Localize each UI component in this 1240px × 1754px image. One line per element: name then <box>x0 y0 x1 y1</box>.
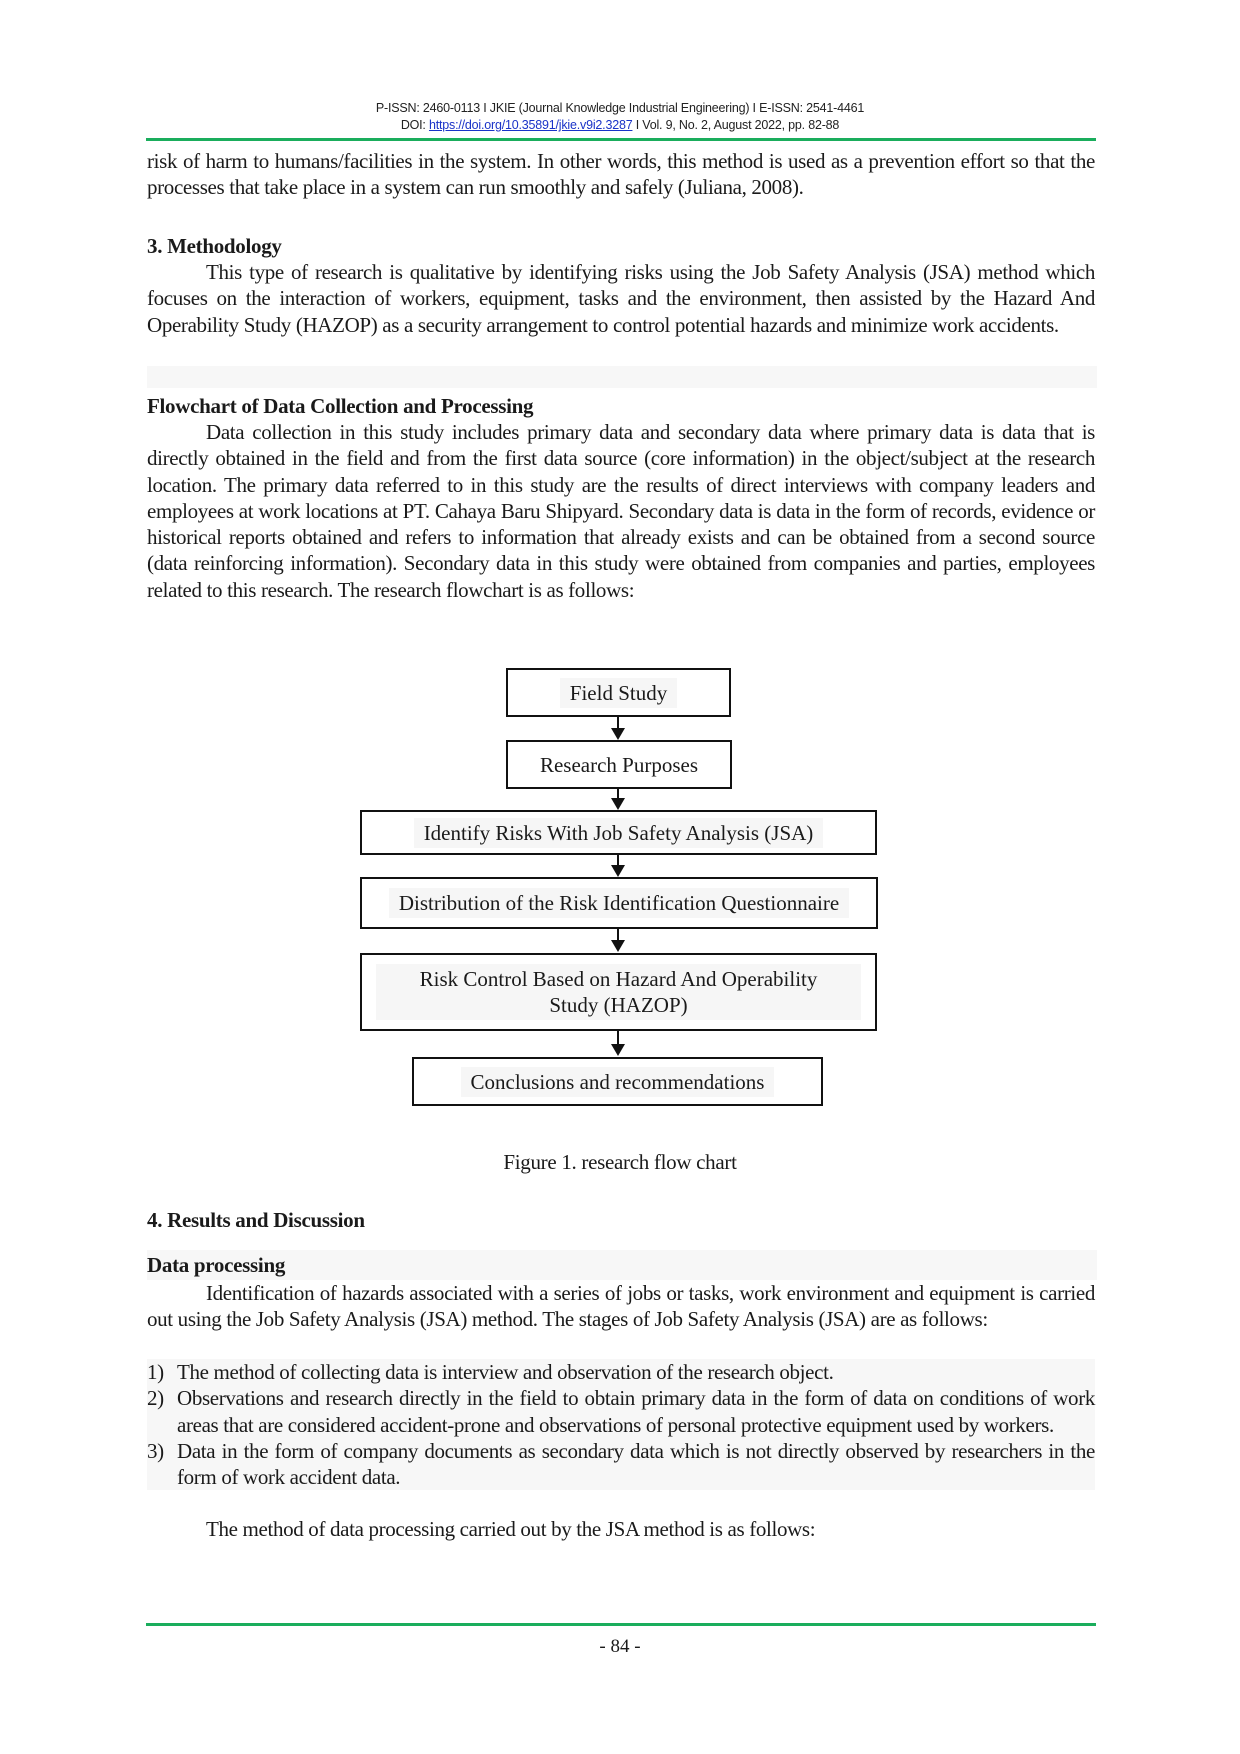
shaded-band <box>147 366 1097 388</box>
flow-step-research-purposes <box>506 740 732 789</box>
flow-arrow-line <box>617 1031 619 1045</box>
data-collection-paragraph <box>147 419 1095 603</box>
flow-step-label: Field Study <box>560 678 677 708</box>
flow-step-field-study <box>506 668 731 717</box>
flow-step-label: Identify Risks With Job Safety Analysis (JSA) <box>414 818 824 848</box>
closing-paragraph <box>147 1516 1095 1542</box>
page-number: - 84 - <box>599 1636 641 1657</box>
data-collection-text: Data collection in this study includes primary data and secondary data where primary data is data that is directly obtained in the field and from the first data source (core information) in the object/subject at the research location. The primary data referred to in this study are the results of direct interviews with company leaders and employees at work locations at PT. Cahaya Baru Shipyard. Secondary data is data in the form of records, evidence or historical reports obtained and refers to information that already exists and can be obtained from a second source (data reinforcing information). Secondary data in this study were obtained from companies and parties, employees related to this research. The research flowchart is as follows: <box>147 420 1095 602</box>
flow-step-label: Research Purposes <box>539 752 699 777</box>
flow-step-conclusions <box>412 1057 823 1106</box>
section-3-heading: 3. Methodology <box>147 234 282 258</box>
flow-step-distribution-questionnaire <box>360 877 878 929</box>
methodology-paragraph <box>147 259 1095 338</box>
list-item-number: 2) <box>147 1386 164 1411</box>
data-processing-text: Identification of hazards associated with a series of jobs or tasks, work environment and equipment is carried out using the Job Safety Analysis (JSA) method. The stages of Job Safety Analysis (JSA) are as follows: <box>147 1281 1095 1332</box>
list-item <box>147 1385 1095 1438</box>
jsa-stages-list <box>147 1359 1095 1490</box>
footer-rule <box>146 1623 1096 1626</box>
journal-issn-line: P-ISSN: 2460-0113 I JKIE (Journal Knowledge Industrial Engineering) I E-ISSN: 2541-4461 <box>375 101 865 115</box>
figure-caption: Figure 1. research flow chart <box>503 1150 737 1174</box>
flow-step-label: Risk Control Based on Hazard And Operability Study (HAZOP) <box>376 964 861 1020</box>
intro-text: risk of harm to humans/facilities in the system. In other words, this method is used as a prevention effort so that the processes that take place in a system can run smoothly and safely (Juliana, 2008). <box>147 149 1095 200</box>
methodology-text: This type of research is qualitative by identifying risks using the Job Safety Analysis (JSA) method which focuses on the interaction of workers, equipment, tasks and the environment, then assisted by the Hazard And Operability Study (HAZOP) as a security arrangement to control potential hazards and minimize work accidents. <box>147 260 1095 337</box>
flow-step-label: Conclusions and recommendations <box>461 1067 775 1097</box>
list-item-text: Observations and research directly in the field to obtain primary data in the form of data on conditions of work areas that are considered accident-prone and observations of personal protective equipment used by workers. <box>177 1386 1095 1437</box>
header-rule <box>146 138 1096 141</box>
list-item-text: Data in the form of company documents as secondary data which is not directly observed by researchers in the form of work accident data. <box>177 1438 1095 1490</box>
data-processing-paragraph <box>147 1280 1095 1333</box>
section-4-heading: 4. Results and Discussion <box>147 1208 365 1232</box>
doi-label: DOI: <box>400 118 429 132</box>
arrow-down-icon <box>611 940 625 952</box>
doi-line <box>0 117 1240 134</box>
flow-step-risk-control-hazop <box>360 953 877 1031</box>
doi-link[interactable]: https://doi.org/10.35891/jkie.v9i2.3287 <box>428 118 633 132</box>
list-item-number: 3) <box>147 1438 164 1463</box>
data-processing-heading: Data processing <box>147 1250 1097 1280</box>
flow-step-label: Distribution of the Risk Identification Questionnaire <box>389 888 849 918</box>
intro-paragraph <box>147 148 1095 201</box>
list-item <box>147 1438 1095 1491</box>
flowchart-section-heading: Flowchart of Data Collection and Processing <box>147 394 534 418</box>
list-item-number: 1) <box>147 1360 164 1384</box>
arrow-down-icon <box>611 798 625 810</box>
closing-text: The method of data processing carried out by the JSA method is as follows: <box>206 1517 816 1541</box>
arrow-down-icon <box>611 1044 625 1056</box>
arrow-down-icon <box>611 728 625 740</box>
list-item-text: The method of collecting data is interview and observation of the research object. <box>177 1360 834 1384</box>
volume-info: I Vol. 9, No. 2, August 2022, pp. 82-88 <box>632 118 840 132</box>
flow-arrow-line <box>617 855 619 865</box>
arrow-down-icon <box>611 865 625 877</box>
flow-step-identify-risks-jsa <box>360 810 877 855</box>
list-item <box>147 1359 1095 1385</box>
running-header <box>0 100 1240 134</box>
